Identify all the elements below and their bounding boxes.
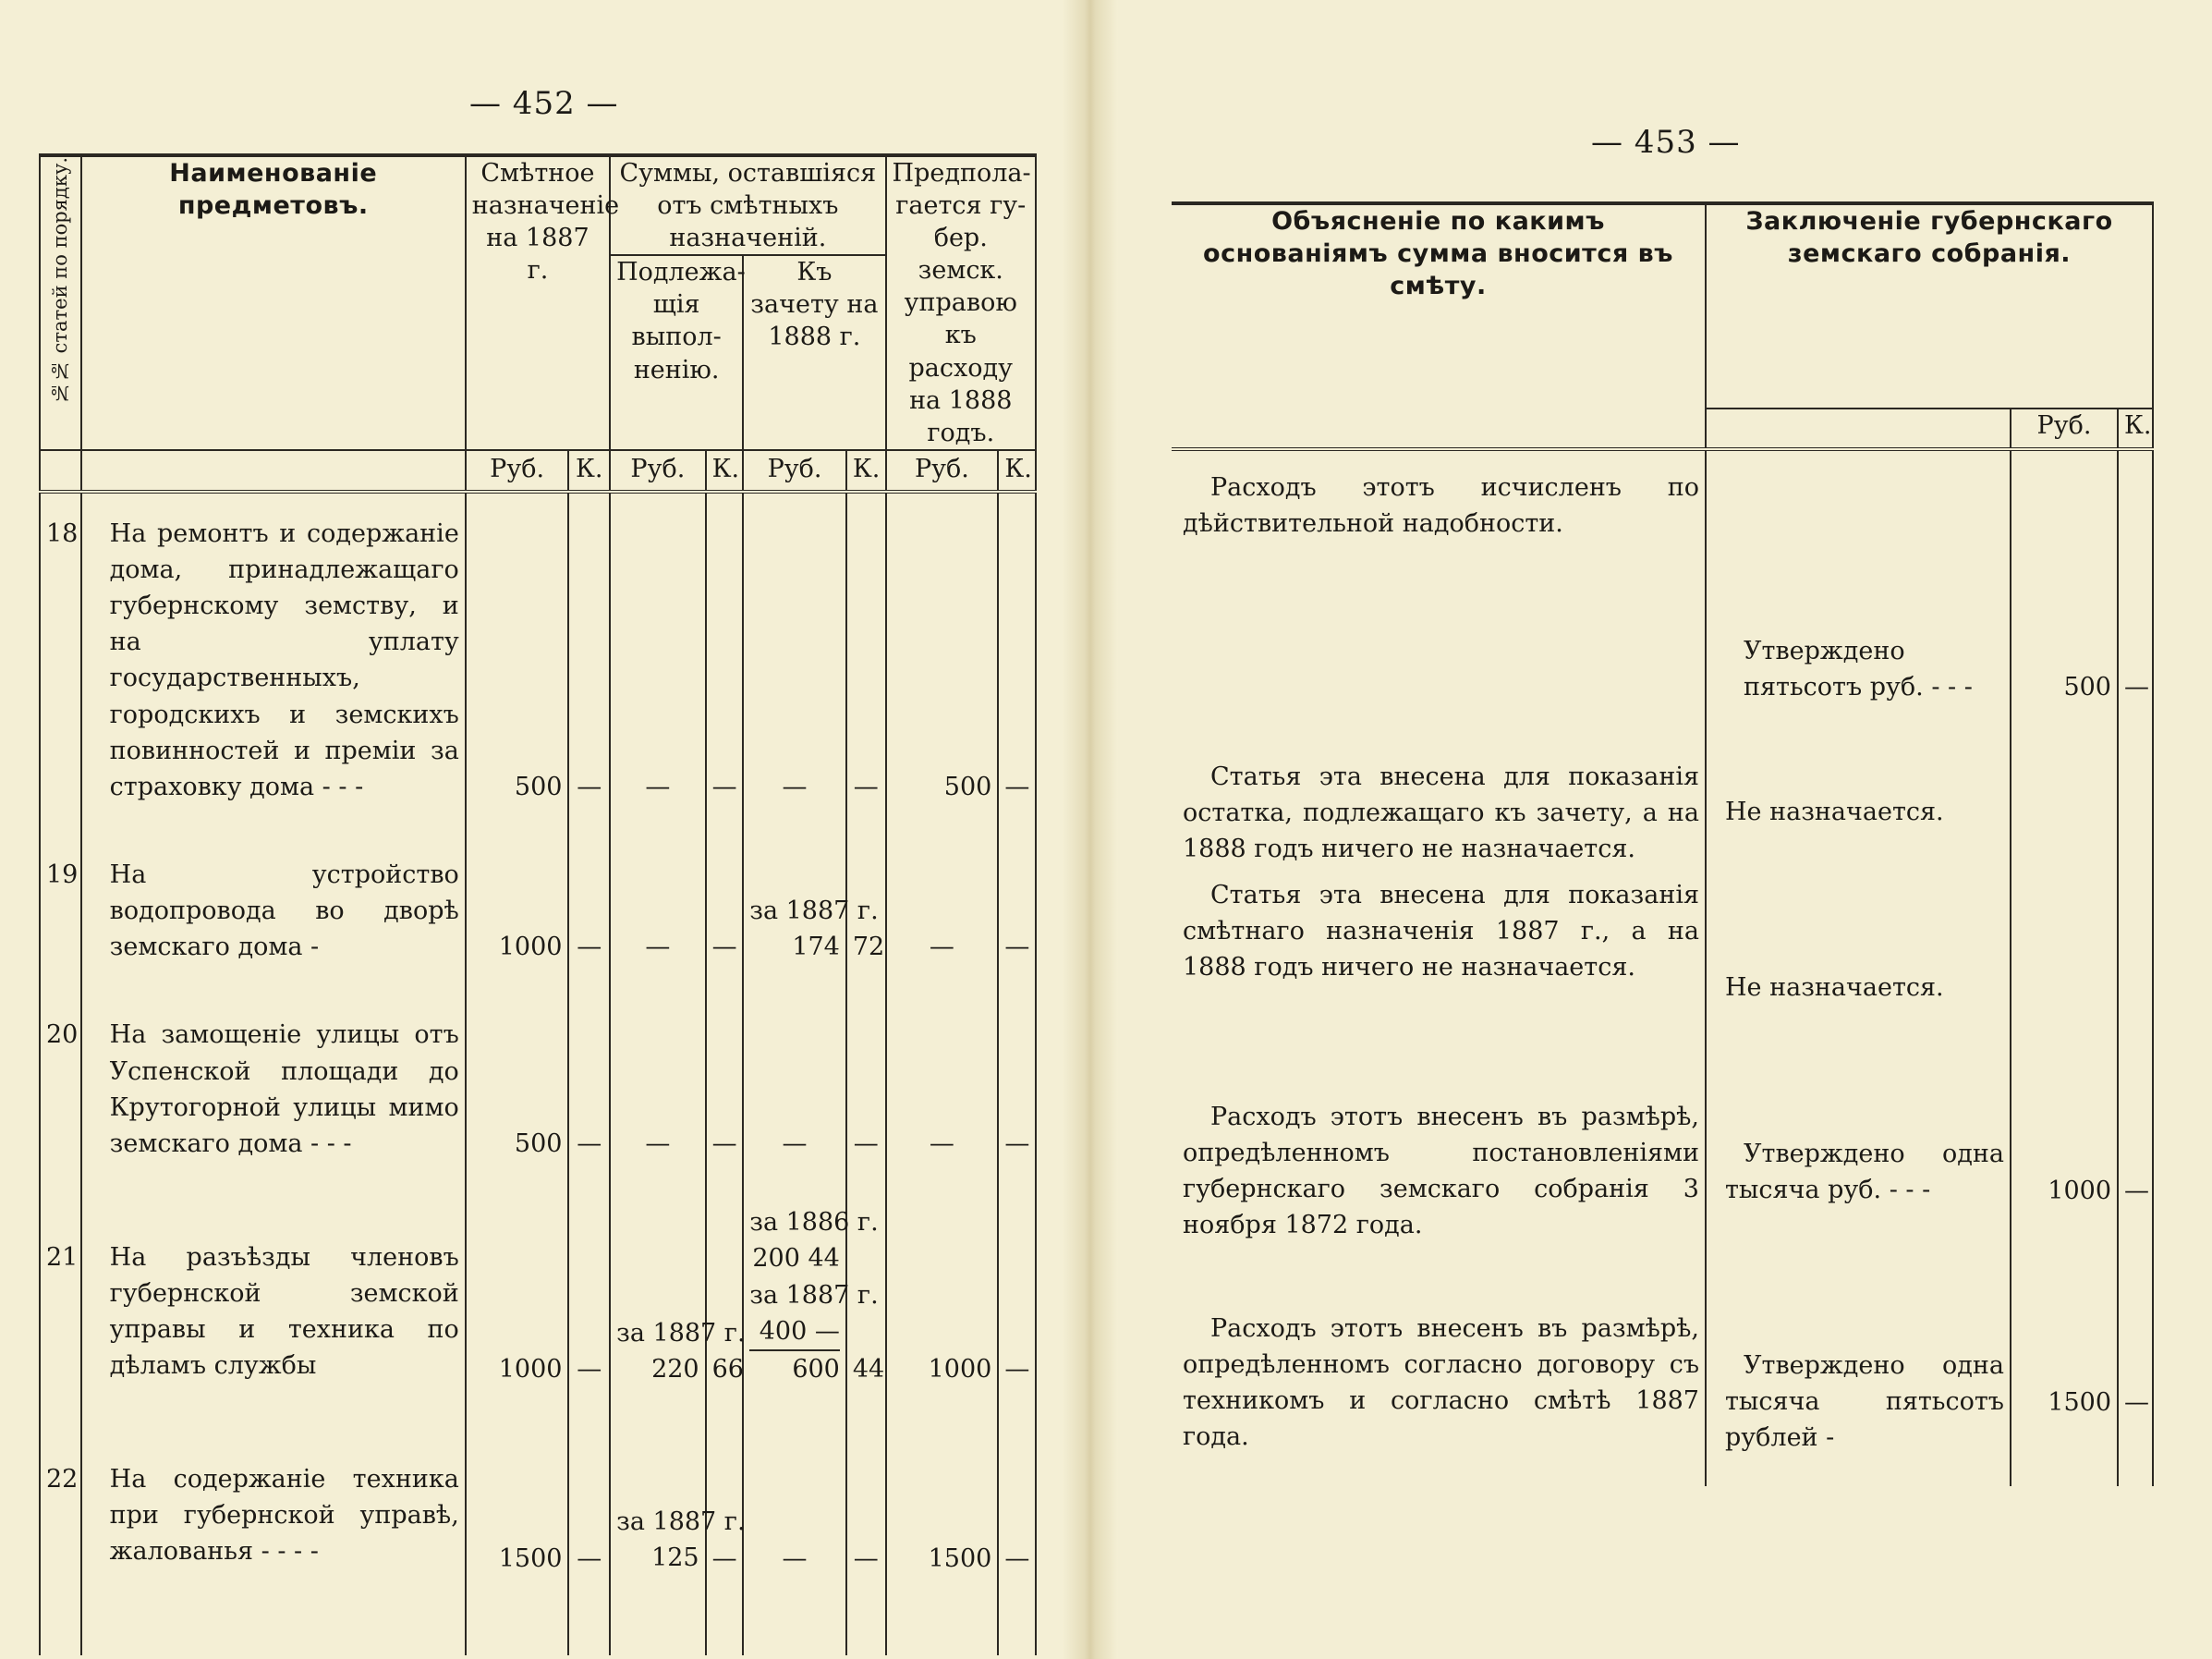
- unit-rub: Руб.: [466, 450, 569, 492]
- exec-rub: —: [610, 965, 706, 1162]
- table-row: [40, 492, 1036, 805]
- article-number: 22: [40, 1387, 81, 1655]
- conclusion-text: Утверждено одна тысяча руб. - - -: [1706, 1016, 2011, 1244]
- header-conclusion: Заключеніе губернскаго земскаго собранія.: [1706, 203, 2153, 409]
- approved-rub: 1500: [2011, 1244, 2118, 1486]
- approved-kop: —: [2118, 451, 2153, 705]
- article-number: 21: [40, 1162, 81, 1387]
- credit-rub: [743, 1162, 879, 1387]
- exec-rub: [610, 1387, 746, 1655]
- unit-rub: Руб.: [2011, 409, 2118, 449]
- header-proposed-1888: Предпола-гается гу-бер. земск. управою къ расходу на 1888 годъ.: [886, 155, 1036, 450]
- proposed-rub: —: [886, 965, 999, 1162]
- table-row: [1172, 1244, 2153, 1486]
- exec-rub: —: [610, 492, 706, 805]
- exec-year-label: за 1887 г.: [616, 1318, 746, 1348]
- left-unit-row: [40, 450, 1036, 492]
- header-estimate-1887: Смѣтное назначеніе на 1887 г.: [466, 155, 610, 450]
- credit-rub: —: [743, 492, 846, 805]
- estimate-rub: 1000: [466, 1162, 569, 1387]
- exec-kop: —: [706, 492, 744, 805]
- credit-kop: 72: [846, 805, 886, 965]
- exec-rub-value: 125: [651, 1543, 699, 1573]
- approved-rub: [2011, 705, 2118, 870]
- unit-blank: [40, 450, 81, 492]
- table-row: [40, 1162, 1036, 1387]
- item-name: [81, 1387, 466, 1655]
- credit-rub: —: [743, 965, 846, 1162]
- exec-rub: —: [610, 805, 706, 965]
- right-header-row: [1172, 203, 2153, 409]
- proposed-kop: —: [998, 965, 1036, 1162]
- proposed-rub: 1000: [886, 1162, 999, 1387]
- credit-kop: 44: [846, 1162, 886, 1387]
- estimate-rub: 1500: [466, 1387, 569, 1655]
- credit-rub-value: 174: [792, 933, 840, 962]
- estimate-kop: —: [568, 805, 610, 965]
- header-remaining-sums: Суммы, оставшіяся отъ смѣтныхъ назначеній.: [610, 155, 885, 255]
- credit-line: за 1886 г.: [749, 1208, 879, 1238]
- article-number: 18: [40, 492, 81, 805]
- left-ledger-table: [39, 153, 1037, 1655]
- right-page-number: — 453 —: [1591, 124, 1741, 161]
- header-to-credit-1888: Къ зачету на 1888 г.: [743, 255, 885, 450]
- explanation-text: Статья эта внесена для показанія остатка, подлежащаго къ зачету, а на 1888 годъ ничего не назначается.: [1172, 705, 1706, 870]
- proposed-rub: —: [886, 805, 999, 965]
- proposed-kop: —: [998, 1162, 1036, 1387]
- estimate-rub: 500: [466, 965, 569, 1162]
- table-row: [40, 965, 1036, 1162]
- item-name-text: На содержаніе техника при губернской управѣ, жалованья - - - -: [109, 1464, 459, 1567]
- table-row: [40, 805, 1036, 965]
- credit-line: 200 44: [752, 1244, 840, 1274]
- credit-line: 400 —: [749, 1313, 840, 1351]
- approved-kop: [2118, 870, 2153, 1016]
- table-row: [1172, 870, 2153, 1016]
- estimate-kop: —: [568, 965, 610, 1162]
- article-number: 19: [40, 805, 81, 965]
- estimate-rub: 1000: [466, 805, 569, 965]
- credit-line: за 1887 г.: [749, 1280, 879, 1310]
- explanation-text: Статья эта внесена для показанія смѣтнаго назначенія 1887 г., а на 1888 годъ ничего не назначается.: [1172, 870, 1706, 1016]
- header-to-execute: Подлежа-щія выпол-ненію.: [610, 255, 743, 450]
- exec-year-label: за 1887 г.: [616, 1507, 746, 1536]
- header-explanation: Объясненіе по какимъ основаніямъ сумма вносится въ смѣту.: [1172, 203, 1706, 449]
- approved-rub: 1000: [2011, 1016, 2118, 1244]
- left-page-number: — 452 —: [469, 85, 619, 122]
- estimate-kop: —: [568, 1162, 610, 1387]
- approved-rub: 500: [2011, 451, 2118, 705]
- proposed-rub: 1500: [886, 1387, 999, 1655]
- estimate-kop: —: [568, 492, 610, 805]
- conclusion-text: Не назначается.: [1706, 870, 2011, 1016]
- unit-rub: Руб.: [610, 450, 706, 492]
- proposed-rub: 500: [886, 492, 999, 805]
- left-header-row: [40, 155, 1036, 255]
- item-name: На устройство водопровода во дворѣ земскаго дома -: [81, 805, 466, 965]
- proposed-kop: —: [998, 492, 1036, 805]
- approved-rub: [2011, 870, 2118, 1016]
- credit-kop: —: [846, 492, 886, 805]
- right-ledger-table: [1172, 201, 2154, 1486]
- approved-kop: —: [2118, 1244, 2153, 1486]
- explanation-text: Расходъ этотъ внесенъ въ размѣрѣ, опредѣленномъ согласно договору съ техникомъ и согласно смѣтѣ 1887 года.: [1172, 1244, 1706, 1486]
- proposed-kop: —: [998, 805, 1036, 965]
- credit-rub-value: 600: [792, 1354, 840, 1384]
- estimate-kop: —: [568, 1387, 610, 1655]
- approved-kop: [2118, 705, 2153, 870]
- header-article-number: №№ статей по порядку.: [40, 155, 81, 450]
- unit-kop: К.: [706, 450, 744, 492]
- proposed-kop: —: [998, 1387, 1036, 1655]
- conclusion-text: Не назначается.: [1706, 705, 2011, 870]
- item-name: На замощеніе улицы отъ Успенской площади до Крутогорной улицы мимо земскаго дома - - -: [81, 965, 466, 1162]
- table-row: [1172, 1016, 2153, 1244]
- item-name: На ремонтъ и содержаніе дома, принадлежащаго губернскому земству, и на уплату государственныхъ, городскихъ и земскихъ повинностей и преміи за страховку дома - - -: [81, 492, 466, 805]
- table-row: [1172, 451, 2153, 705]
- article-number: 20: [40, 965, 81, 1162]
- conclusion-text: Утверждено пятьсотъ руб. - - -: [1706, 451, 2011, 705]
- item-name: На разъѣзды членовъ губернской земской управы и техника по дѣламъ службы: [81, 1162, 466, 1387]
- header-item-name: Наименованіе предметовъ.: [81, 155, 466, 450]
- exec-kop: —: [706, 805, 744, 965]
- conclusion-text: Утверждено одна тысяча пятьсотъ рублей -: [1706, 1244, 2011, 1486]
- exec-kop: 66: [706, 1162, 744, 1387]
- unit-kop: К.: [2118, 409, 2153, 449]
- unit-rub: Руб.: [743, 450, 846, 492]
- exec-kop: —: [706, 1387, 744, 1655]
- unit-rub: Руб.: [886, 450, 999, 492]
- credit-kop: —: [846, 1387, 886, 1655]
- table-row: [40, 1387, 1036, 1655]
- left-page: [0, 0, 1090, 1659]
- estimate-rub: 500: [466, 492, 569, 805]
- unit-blank: [81, 450, 466, 492]
- credit-year-label: за 1887 г.: [749, 897, 879, 926]
- exec-kop: —: [706, 965, 744, 1162]
- unit-blank: [1706, 409, 2011, 449]
- credit-kop: —: [846, 965, 886, 1162]
- explanation-text: Расходъ этотъ исчисленъ по дѣйствительной надобности.: [1172, 451, 1706, 705]
- table-row: [1172, 705, 2153, 870]
- credit-rub: —: [743, 1387, 846, 1655]
- unit-kop: К.: [568, 450, 610, 492]
- exec-rub-value: 220: [651, 1354, 699, 1384]
- approved-kop: —: [2118, 1016, 2153, 1244]
- unit-kop: К.: [846, 450, 886, 492]
- unit-kop: К.: [998, 450, 1036, 492]
- explanation-text: Расходъ этотъ внесенъ въ размѣрѣ, опредѣленномъ постановленіями губернскаго земскаго собранія 3 ноября 1872 года.: [1172, 1016, 1706, 1244]
